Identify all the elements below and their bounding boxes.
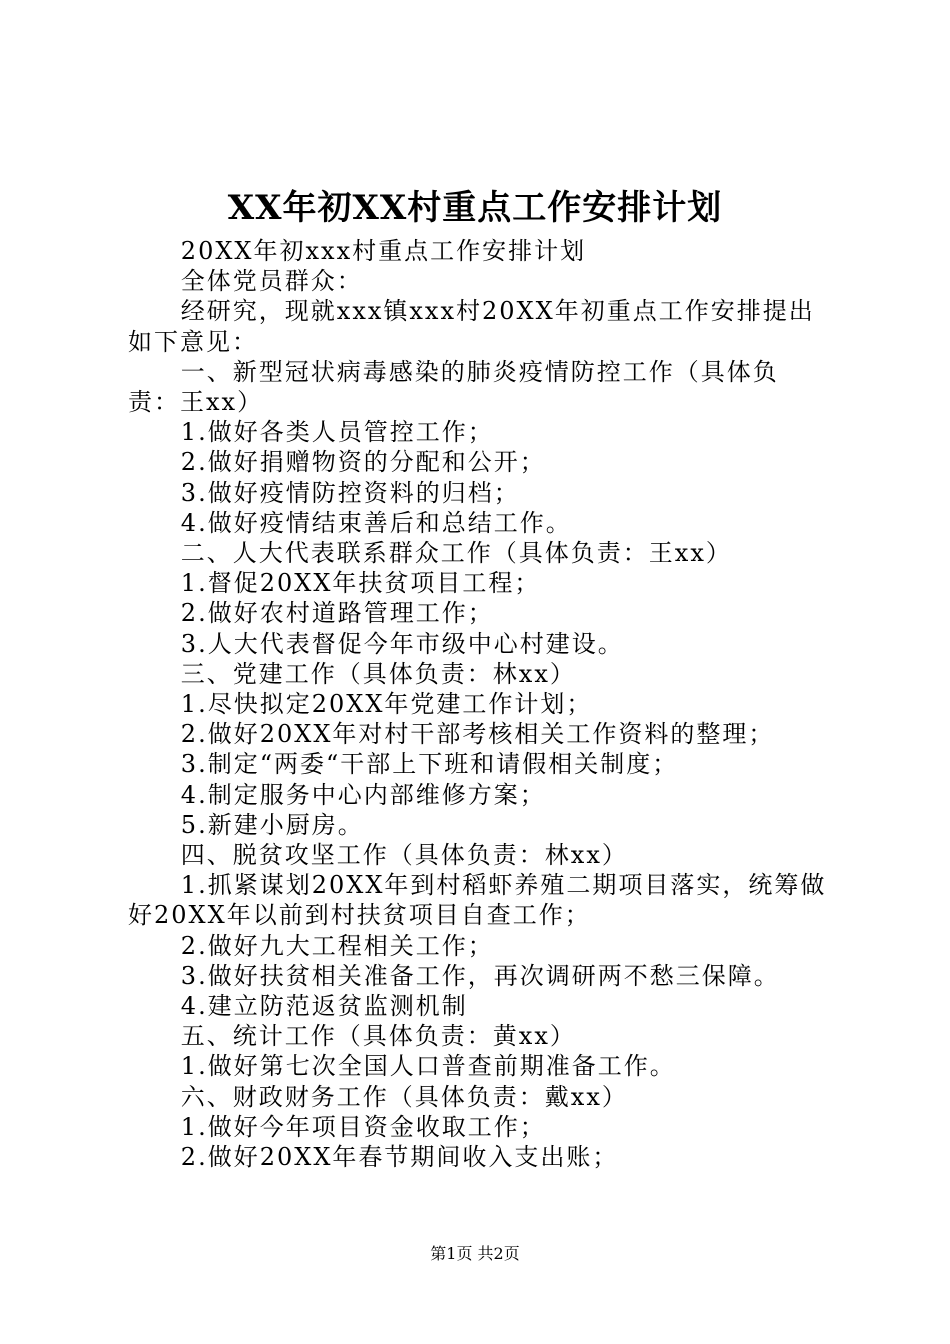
paragraph: 五、统计工作（具体负责：黄xx） [180, 1022, 576, 1051]
paragraph: 一、新型冠状病毒感染的肺炎疫情防控工作（具体负责：王xx） [128, 357, 779, 417]
paragraph: 4.建立防范返贫监测机制 [180, 992, 468, 1021]
paragraph: 3.做好扶贫相关准备工作，再次调研两不愁三保障。 [180, 961, 780, 990]
paragraph: 二、人大代表联系群众工作（具体负责：王xx） [180, 539, 732, 568]
paragraph: 4.做好疫情结束善后和总结工作。 [180, 508, 572, 537]
paragraph: 2.做好20XX年对村干部考核相关工作资料的整理； [180, 720, 775, 749]
document-title: XX年初XX村重点工作安排计划 [227, 188, 723, 228]
paragraph: 20XX年初xxx村重点工作安排计划 [180, 237, 587, 265]
paragraph: 六、财政财务工作（具体负责：戴xx） [180, 1082, 628, 1111]
paragraph: 2.做好捐赠物资的分配和公开； [180, 448, 546, 477]
paragraph: 经研究，现就xxx镇xxx村20XX年初重点工作安排提出如下意见： [128, 297, 815, 356]
paragraph: 3.制定“两委“干部上下班和请假相关制度； [180, 750, 679, 779]
paragraph: 四、脱贫攻坚工作（具体负责：林xx） [180, 841, 628, 870]
paragraph: 1.做好第七次全国人口普查前期准备工作。 [180, 1052, 676, 1081]
paragraph: 1.抓紧谋划20XX年到村稻虾养殖二期项目落实，统筹做好20XX年以前到村扶贫项目自查工作； [128, 871, 827, 930]
paragraph: 2.做好20XX年春节期间收入支出账； [180, 1143, 619, 1172]
paragraph: 三、党建工作（具体负责：林xx） [180, 659, 576, 688]
document-body [128, 236, 828, 1172]
paragraph: 2.做好九大工程相关工作； [180, 931, 494, 960]
page-number-footer: 第1页 共2页 [430, 1244, 520, 1263]
paragraph: 1.督促20XX年扶贫项目工程； [180, 569, 541, 598]
paragraph: 全体党员群众： [180, 267, 363, 296]
paragraph: 1.做好今年项目资金收取工作； [180, 1112, 546, 1141]
paragraph: 5.新建小厨房。 [180, 810, 364, 839]
paragraph: 1.做好各类人员管控工作； [180, 418, 494, 447]
paragraph: 1.尽快拟定20XX年党建工作计划； [180, 690, 593, 719]
paragraph: 4.制定服务中心内部维修方案； [180, 780, 546, 809]
paragraph: 3.人大代表督促今年市级中心村建设。 [180, 629, 624, 658]
paragraph: 3.做好疫情防控资料的归档； [180, 478, 520, 507]
paragraph: 2.做好农村道路管理工作； [180, 599, 494, 628]
